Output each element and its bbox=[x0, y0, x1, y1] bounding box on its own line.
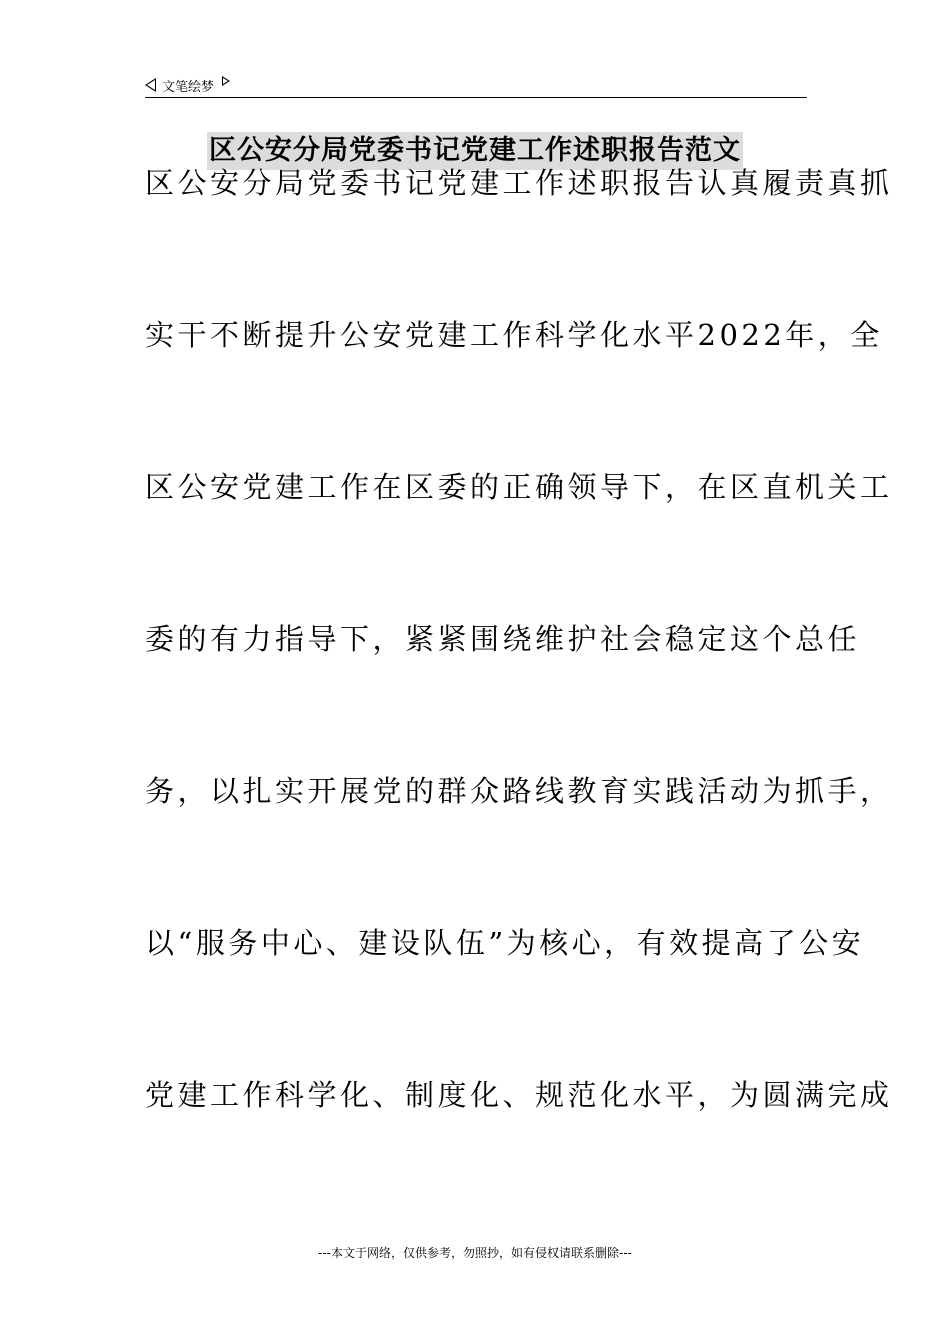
triangle-right-icon bbox=[222, 76, 230, 86]
body-line: 区公安分局党委书记党建工作述职报告认真履责真抓 bbox=[145, 166, 893, 200]
document-body bbox=[145, 158, 893, 1222]
header-brand-text: 文笔绘梦 bbox=[162, 79, 215, 95]
body-line: 实干不断提升公安党建工作科学化水平2022年，全 bbox=[145, 318, 883, 352]
page-header bbox=[145, 74, 805, 96]
page-footer: ---本文于网络，仅供参考，勿照抄，如有侵权请联系删除--- bbox=[318, 1246, 632, 1260]
header-divider bbox=[145, 97, 807, 98]
document-title: 区公安分局党委书记党建工作述职报告范文 bbox=[207, 132, 743, 170]
body-line: 务，以扎实开展党的群众路线教育实践活动为抓手， bbox=[145, 774, 893, 808]
body-line: 区公安党建工作在区委的正确领导下，在区直机关工 bbox=[145, 470, 893, 504]
body-line: 委的有力指导下，紧紧围绕维护社会稳定这个总任 bbox=[145, 622, 861, 656]
body-line: 党建工作科学化、制度化、规范化水平，为圆满完成 bbox=[145, 1078, 893, 1112]
triangle-left-icon bbox=[145, 78, 156, 92]
body-line: 以“服务中心、建设队伍”为核心，有效提高了公安 bbox=[145, 926, 865, 960]
